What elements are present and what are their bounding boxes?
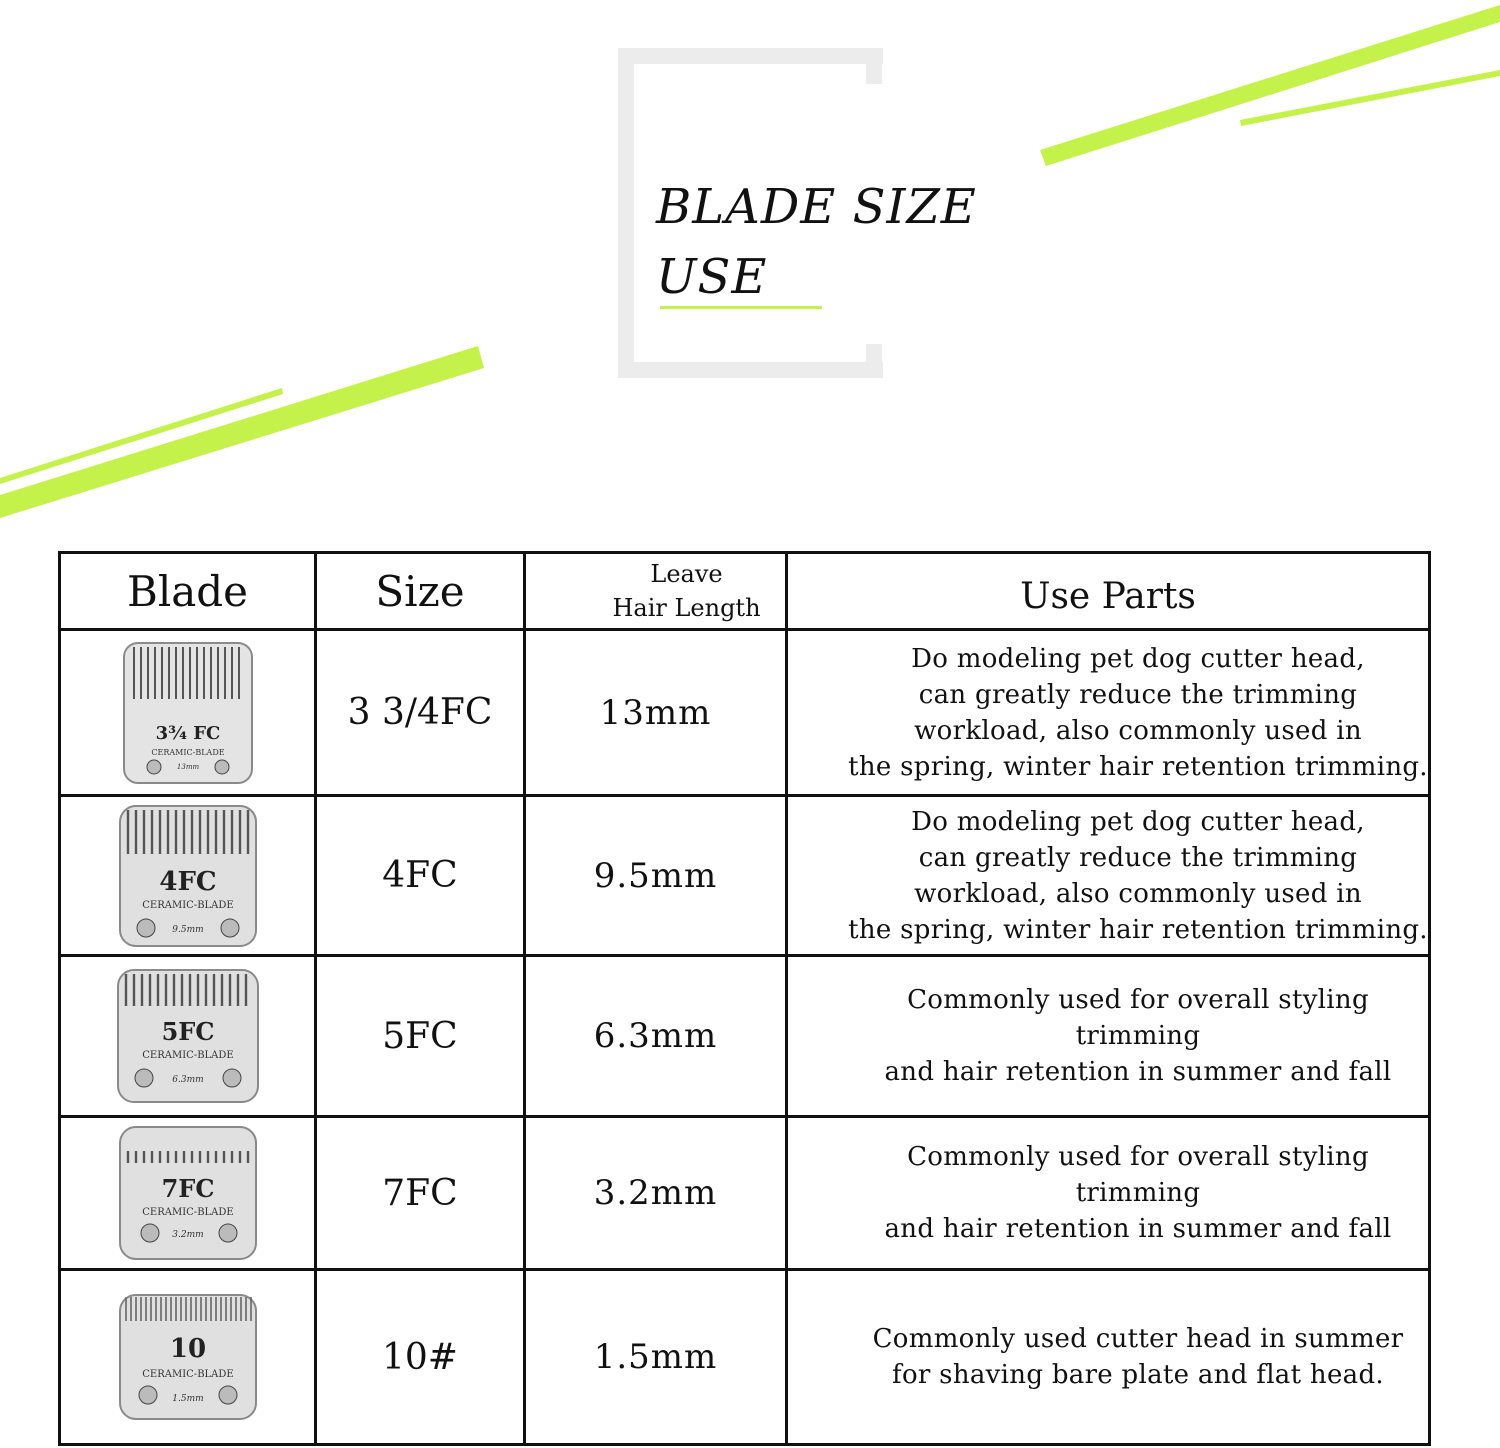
screw-icon (219, 1386, 237, 1404)
table-row (60, 796, 1430, 956)
blade-sub: CERAMIC-BLADE (150, 747, 225, 757)
use-parts-cell: Commonly used for overall styling trimming and hair retention in summer and fall (787, 956, 1430, 1117)
screw-icon (223, 1069, 241, 1087)
table-row (60, 1117, 1430, 1270)
hair-length-cell: 6.3mm (525, 956, 787, 1117)
header-leave-line-2: Hair Length (612, 594, 761, 622)
blade-label: 5FC (161, 1017, 214, 1046)
size-cell: 4FC (316, 796, 525, 956)
table-row (60, 956, 1430, 1117)
blade-sub: CERAMIC-BLADE (141, 1050, 234, 1061)
header-leave-line-1: Leave (650, 560, 723, 588)
use-parts-cell: Do modeling pet dog cutter head, can greatly reduce the trimming workload, also commonly used in the spring, winter hair retention trimming. (787, 630, 1430, 796)
header-blade: Blade (60, 553, 316, 630)
use-parts-cell: Commonly used cutter head in summer for shaving bare plate and flat head. (787, 1270, 1430, 1445)
blade-image-cell (60, 796, 316, 956)
table-row (60, 1270, 1430, 1445)
blade-image (118, 639, 258, 787)
blade-image-cell (60, 956, 316, 1117)
screw-icon (221, 919, 239, 937)
blade-sub: CERAMIC-BLADE (141, 1369, 234, 1380)
stripe-left-thick (0, 346, 484, 518)
hair-length-cell: 1.5mm (525, 1270, 787, 1445)
blade-sub: CERAMIC-BLADE (141, 899, 234, 911)
screw-icon (139, 1386, 157, 1404)
hair-length-cell: 9.5mm (525, 796, 787, 956)
size-cell: 7FC (316, 1117, 525, 1270)
header-leave-hair-length (525, 553, 787, 630)
blade-label: 7FC (161, 1174, 214, 1203)
blade-sub: CERAMIC-BLADE (141, 1207, 234, 1218)
blade-image-cell (60, 630, 316, 796)
blade-image-cell (60, 1270, 316, 1445)
blade-image (114, 966, 262, 1106)
blade-mm: 13mm (176, 762, 199, 771)
header-use-parts: Use Parts (787, 553, 1430, 630)
blade-mm: 9.5mm (171, 924, 204, 935)
blade-image-cell (60, 1117, 316, 1270)
table-row (60, 630, 1430, 796)
hair-length-cell: 3.2mm (525, 1117, 787, 1270)
blade-label: 4FC (158, 866, 217, 897)
title-frame-corner-top (866, 48, 882, 84)
page-title (656, 172, 977, 312)
blade-label: 3³⁄₄ FC (155, 722, 220, 744)
blade-mm: 6.3mm (171, 1075, 204, 1085)
screw-icon (135, 1069, 153, 1087)
screw-icon (215, 760, 229, 774)
blade-mm: 1.5mm (171, 1394, 204, 1404)
blade-image (116, 1291, 260, 1423)
blade-image (116, 802, 260, 950)
use-parts-cell: Do modeling pet dog cutter head, can greatly reduce the trimming workload, also commonly used in the spring, winter hair retention trimming. (787, 796, 1430, 956)
blade-mm: 3.2mm (171, 1230, 204, 1240)
blade-label: 10 (169, 1334, 206, 1364)
screw-icon (141, 1224, 159, 1242)
hair-length-cell: 13mm (525, 630, 787, 796)
screw-icon (147, 760, 161, 774)
blade-size-table (58, 551, 1431, 1446)
title-line-2: USE (656, 249, 768, 305)
blade-image (116, 1123, 260, 1263)
use-parts-cell: Commonly used for overall styling trimming and hair retention in summer and fall (787, 1117, 1430, 1270)
title-line-1: BLADE SIZE (656, 179, 977, 235)
size-cell: 3 3/4FC (316, 630, 525, 796)
title-frame-corner-bottom (866, 344, 882, 378)
size-cell: 5FC (316, 956, 525, 1117)
table-header-row (60, 553, 1430, 630)
screw-icon (219, 1224, 237, 1242)
size-cell: 10# (316, 1270, 525, 1445)
title-underline (660, 306, 822, 309)
header-size: Size (316, 553, 525, 630)
screw-icon (137, 919, 155, 937)
